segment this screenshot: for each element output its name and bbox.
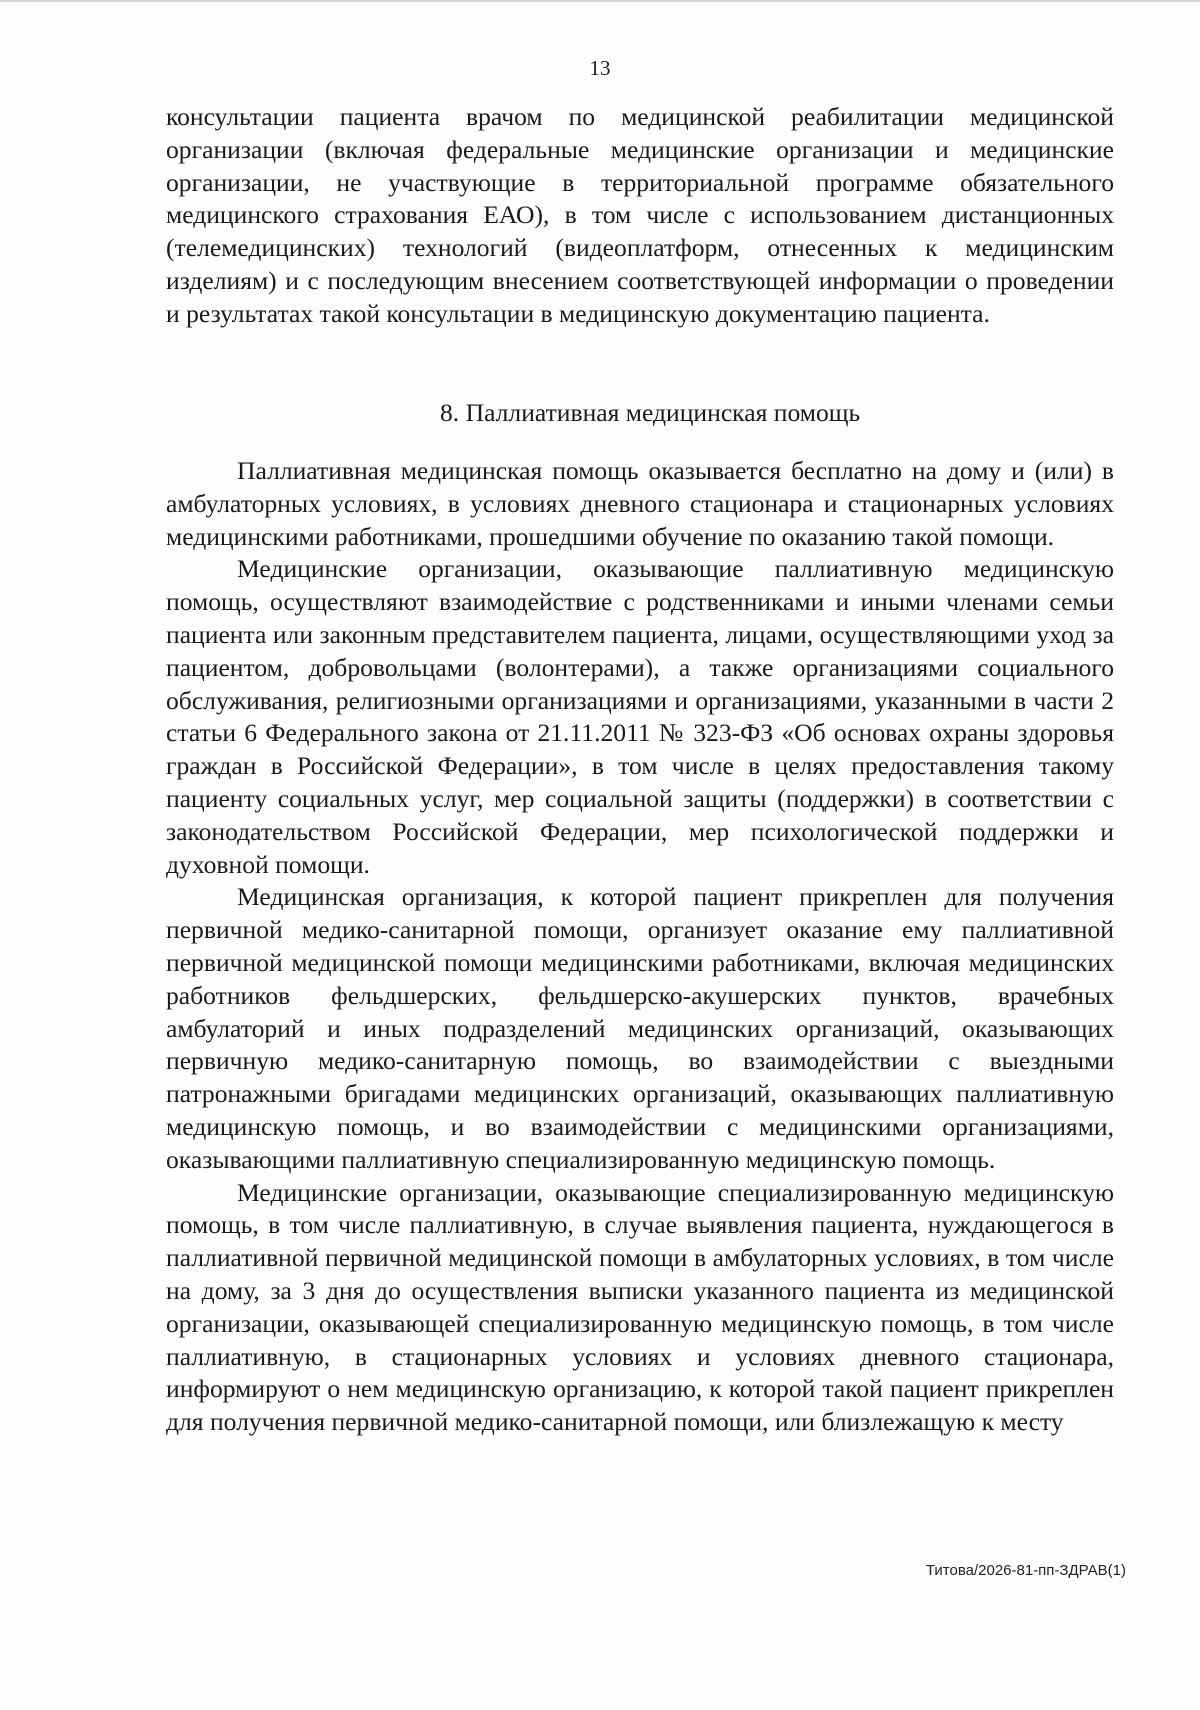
section-heading: 8. Паллиативная медицинская помощь bbox=[440, 398, 861, 427]
document-code: Титова/2026-81-пп-ЗДРАВ(1) bbox=[925, 1562, 1126, 1579]
paragraph-1: Паллиативная медицинская помощь оказывается бесплатно на дому и (или) в амбулаторных условиях, в условиях дневного стационара и стационарных условиях медицинскими работниками, прошедшими обучение по оказанию такой помощи. bbox=[166, 456, 1114, 551]
paragraph-3: Медицинская организация, к которой пациент прикреплен для получения первичной медико-санитарной помощи, организует оказание ему паллиативной первичной медицинской помощи медицинскими работниками, включая медицинских работников фельдшерских, фельдшерско-акушерских пунктов, врачебных амбулаторий и иных подразделений медицинских организаций, оказывающих первичную медико-санитарную помощь, во взаимодействии с выездными патронажными бригадами медицинских организаций, оказывающих паллиативную медицинскую помощь, и во взаимодействии с медицинскими организациями, оказывающими паллиативную специализированную медицинскую помощь. bbox=[166, 882, 1114, 1174]
continuation-paragraph: консультации пациента врачом по медицинской реабилитации медицинской организации (включая федеральные медицинские организации и медицинские организации, не участвующие в территориальной программе обязательного медицинского страхования ЕАО), в том числе с использованием дистанционных (телемедицинских) технологий (видеоплатформ, отнесенных к медицинским изделиям) и с последующим внесением соответствующей информации о проведении и результатах такой консультации в медицинскую документацию пациента. bbox=[166, 102, 1114, 328]
paragraph-4: Медицинские организации, оказывающие специализированную медицинскую помощь, в том числе паллиативную, в случае выявления пациента, нуждающегося в паллиативной первичной медицинской помощи в амбулаторных условиях, в том числе на дому, за 3 дня до осуществления выписки указанного пациента из медицинской организации, оказывающей специализированную медицинскую помощь, в том числе паллиативную, в стационарных условиях и условиях дневного стационара, информируют о нем медицинскую организацию, к которой такой пациент прикреплен для получения первичной медико-санитарной помощи, или близлежащую к месту bbox=[166, 1177, 1114, 1437]
paragraph-2: Медицинские организации, оказывающие паллиативную медицинскую помощь, осуществляют взаимодействие с родственниками и иными членами семьи пациента или законным представителем пациента, лицами, осуществляющими уход за пациентом, добровольцами (волонтерами), а также организациями социального обслуживания, религиозными организациями и организациями, указанными в части 2 статьи 6 Федерального закона от 21.11.2011 № 323-ФЗ «Об основах охраны здоровья граждан в Российской Федерации», в том числе в целях предоставления такому пациенту социальных услуг, мер социальной защиты (поддержки) в соответствии с законодательством Российской Федерации, мер психологической поддержки и духовной помощи. bbox=[166, 554, 1114, 879]
continuation-block bbox=[166, 101, 1114, 331]
scan-edge-line bbox=[0, 0, 1200, 2]
section-body bbox=[166, 455, 1114, 1439]
page-number: 13 bbox=[589, 56, 611, 80]
